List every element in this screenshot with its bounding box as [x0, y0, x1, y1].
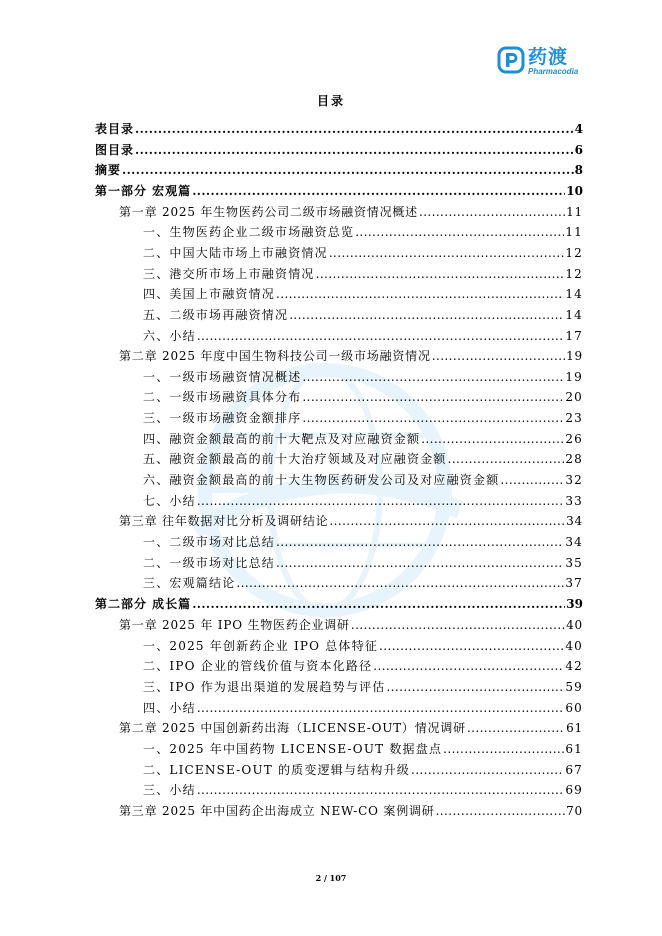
toc-entry-title: 第二章 2025 年度中国生物科技公司一级市场融资情况 [119, 349, 431, 364]
toc-entry-page: 17 [565, 328, 583, 343]
toc-entry[interactable] [95, 638, 583, 654]
dot-leader [135, 142, 574, 158]
dot-leader [329, 245, 565, 261]
logo-chinese-text: 药渡 [528, 46, 569, 68]
toc-entry[interactable] [95, 762, 583, 778]
toc-entry[interactable] [95, 286, 583, 302]
toc-entry-title: 六、融资金额最高的前十大生物医药研发公司及对应融资金额 [143, 473, 500, 488]
toc-entry-page: 61 [565, 742, 583, 756]
toc-entry-title: 四、融资金额最高的前十大靶点及对应融资金额 [143, 431, 421, 446]
toc-entry-title: 五、融资金额最高的前十大治疗领域及对应融资金额 [143, 452, 447, 467]
toc-entry-page: 32 [565, 473, 583, 488]
toc-entry-title: 第一章 2025 年生物医药公司二级市场融资情况概述 [119, 204, 418, 219]
toc-entry-title: 五、二级市场再融资情况 [143, 307, 289, 322]
pharmacodia-logo-icon [497, 45, 525, 75]
dot-leader [276, 286, 564, 302]
dot-leader [432, 348, 565, 364]
toc-entry-page: 70 [566, 803, 583, 818]
toc-entry[interactable] [95, 410, 583, 426]
toc-entry-page: 23 [565, 411, 583, 426]
dot-leader [289, 307, 564, 323]
dot-leader [467, 720, 565, 736]
dot-leader [351, 617, 565, 633]
dot-leader [436, 803, 566, 819]
toc-entry-page: 8 [574, 163, 583, 178]
dot-leader [302, 389, 564, 405]
toc-entry-title: 二、一级市场对比总结 [143, 555, 276, 570]
toc-entry-page: 14 [565, 287, 583, 302]
toc-entry-page: 11 [566, 204, 583, 219]
toc-entry-page: 20 [565, 390, 583, 405]
toc-entry[interactable] [95, 555, 583, 571]
toc-entry-title: 三、宏观篇结论 [143, 576, 236, 591]
dot-leader [197, 700, 565, 716]
dot-leader [448, 451, 565, 467]
toc-entry-title: 三、港交所市场上市融资情况 [143, 266, 315, 281]
toc-entry[interactable] [95, 224, 583, 240]
logo-english-text: Pharmacodia [528, 67, 579, 76]
toc-entry[interactable] [95, 348, 583, 364]
toc-entry-title: 二、LICENSE-OUT 的质变逻辑与结构升级 [143, 762, 410, 777]
toc-entry-page: 19 [565, 369, 583, 384]
toc-entry[interactable] [95, 596, 583, 612]
toc-entry-title: 图目录 [95, 142, 135, 157]
toc-entry-page: 34 [565, 535, 583, 549]
toc-entry-page: 6 [574, 142, 583, 157]
toc-entry-title: 一、2025 年创新药企业 IPO 总体特征 [143, 638, 379, 653]
toc-entry-page: 40 [566, 618, 583, 633]
toc-entry-title: 第一章 2025 年 IPO 生物医药企业调研 [119, 618, 350, 633]
dot-leader [192, 183, 565, 199]
toc-entry-title: 一、一级市场融资情况概述 [143, 369, 302, 384]
dot-leader [302, 369, 564, 385]
toc-entry-title: 第一部分 宏观篇 [95, 183, 192, 198]
dot-leader [236, 575, 564, 591]
toc-entry-page: 12 [565, 245, 583, 260]
globe-watermark-icon [175, 340, 475, 640]
pharmacodia-logo [497, 44, 607, 80]
toc-entry[interactable] [95, 534, 583, 550]
toc-entry[interactable] [95, 575, 583, 591]
toc-entry[interactable] [95, 493, 583, 509]
toc-entry-page: 19 [566, 349, 583, 364]
toc-entry-page: 14 [565, 307, 583, 322]
toc-entry-page: 39 [566, 597, 583, 612]
toc-entry[interactable] [95, 617, 583, 633]
toc-entry-title: 第二部分 成长篇 [95, 597, 192, 612]
toc-entry-page: 42 [565, 659, 583, 674]
dot-leader [122, 162, 574, 178]
toc-title: 目录 [316, 94, 345, 108]
toc-entry-title: 第三章 往年数据对比分析及调研结论 [119, 514, 329, 529]
toc-entry-title: 第三章 2025 年中国药企出海成立 NEW-CO 案例调研 [119, 803, 435, 818]
toc-entry-title: 第二章 2025 中国创新药出海（LICENSE-OUT）情况调研 [119, 721, 466, 736]
dot-leader [197, 328, 565, 344]
dot-leader [316, 266, 565, 282]
toc-entry[interactable] [95, 431, 583, 447]
dot-leader [419, 204, 565, 220]
toc-entry-page: 12 [565, 266, 583, 281]
dot-leader [135, 121, 574, 137]
toc-entry-title: 一、生物医药企业二级市场融资总览 [143, 225, 355, 240]
toc-entry[interactable] [95, 513, 583, 529]
dot-leader [276, 555, 564, 571]
toc-entry[interactable] [95, 183, 583, 199]
dot-leader [197, 493, 565, 509]
toc-entry-page: 10 [566, 183, 583, 198]
toc-entry[interactable] [95, 389, 583, 405]
toc-entry-title: 三、IPO 作为退出渠道的发展趋势与评估 [143, 680, 386, 695]
toc-entry-title: 表目录 [95, 122, 135, 136]
toc-entry-title: 二、IPO 企业的管线价值与资本化路径 [143, 659, 373, 674]
dot-leader [197, 782, 565, 798]
dot-leader [329, 513, 565, 529]
toc-entry[interactable] [95, 451, 583, 467]
toc-entry[interactable] [95, 679, 583, 695]
toc-entry[interactable] [95, 121, 583, 137]
page-indicator: 2 / 107 [315, 873, 347, 883]
toc-entry[interactable] [95, 328, 583, 344]
toc-entry-title: 七、小结 [143, 493, 196, 508]
toc-entry-title: 四、小结 [143, 700, 196, 715]
toc-entry-title: 六、小结 [143, 328, 196, 343]
toc-entry[interactable] [95, 204, 583, 220]
toc-entry-page: 28 [565, 452, 583, 467]
toc-entry[interactable] [95, 472, 583, 488]
toc-entry[interactable] [95, 162, 583, 178]
toc-entry-title: 三、小结 [143, 783, 196, 798]
toc-entry[interactable] [95, 307, 583, 323]
toc-entry-title: 三、一级市场融资金额排序 [143, 411, 302, 426]
dot-leader [386, 679, 564, 695]
toc-entry-title: 二、中国大陆市场上市融资情况 [143, 245, 328, 260]
toc-entry-title: 四、美国上市融资情况 [143, 287, 276, 302]
toc-entry[interactable] [95, 803, 583, 819]
toc-entry-page: 40 [565, 638, 583, 653]
dot-leader [379, 638, 564, 654]
dot-leader [373, 658, 564, 674]
dot-leader [411, 762, 564, 778]
dot-leader [302, 410, 564, 426]
toc-entry-page: 60 [565, 700, 583, 715]
toc-entry[interactable] [95, 266, 583, 282]
toc-entry-page: 61 [566, 721, 583, 736]
toc-entry-page: 11 [565, 225, 583, 240]
toc-entry[interactable] [95, 369, 583, 385]
toc-entry-page: 59 [565, 680, 583, 695]
toc-entry[interactable] [95, 700, 583, 716]
toc-entry[interactable] [95, 720, 583, 736]
toc-entry-page: 35 [565, 555, 583, 570]
toc-entry-page: 4 [574, 122, 583, 136]
toc-entry-page: 34 [566, 514, 583, 529]
toc-entry-title: 一、二级市场对比总结 [143, 535, 276, 549]
dot-leader [443, 741, 564, 757]
toc-entry-title: 一、2025 年中国药物 LICENSE-OUT 数据盘点 [143, 742, 443, 756]
toc-entry-title: 摘要 [95, 163, 122, 178]
dot-leader [192, 596, 565, 612]
toc-entry[interactable] [95, 741, 583, 757]
dot-leader [355, 224, 564, 240]
toc-entry[interactable] [95, 782, 583, 798]
toc-entry-page: 69 [565, 783, 583, 798]
toc-entry[interactable] [95, 658, 583, 674]
toc-entry-page: 26 [565, 431, 583, 446]
toc-entry-page: 37 [565, 576, 583, 591]
toc-entry-page: 67 [565, 762, 583, 777]
toc-entry[interactable] [95, 142, 583, 158]
dot-leader [421, 431, 564, 447]
toc-entry-title: 二、一级市场融资具体分布 [143, 390, 302, 405]
dot-leader [276, 534, 564, 550]
toc-entry-page: 33 [565, 493, 583, 508]
toc-entry[interactable] [95, 245, 583, 261]
dot-leader [500, 472, 564, 488]
